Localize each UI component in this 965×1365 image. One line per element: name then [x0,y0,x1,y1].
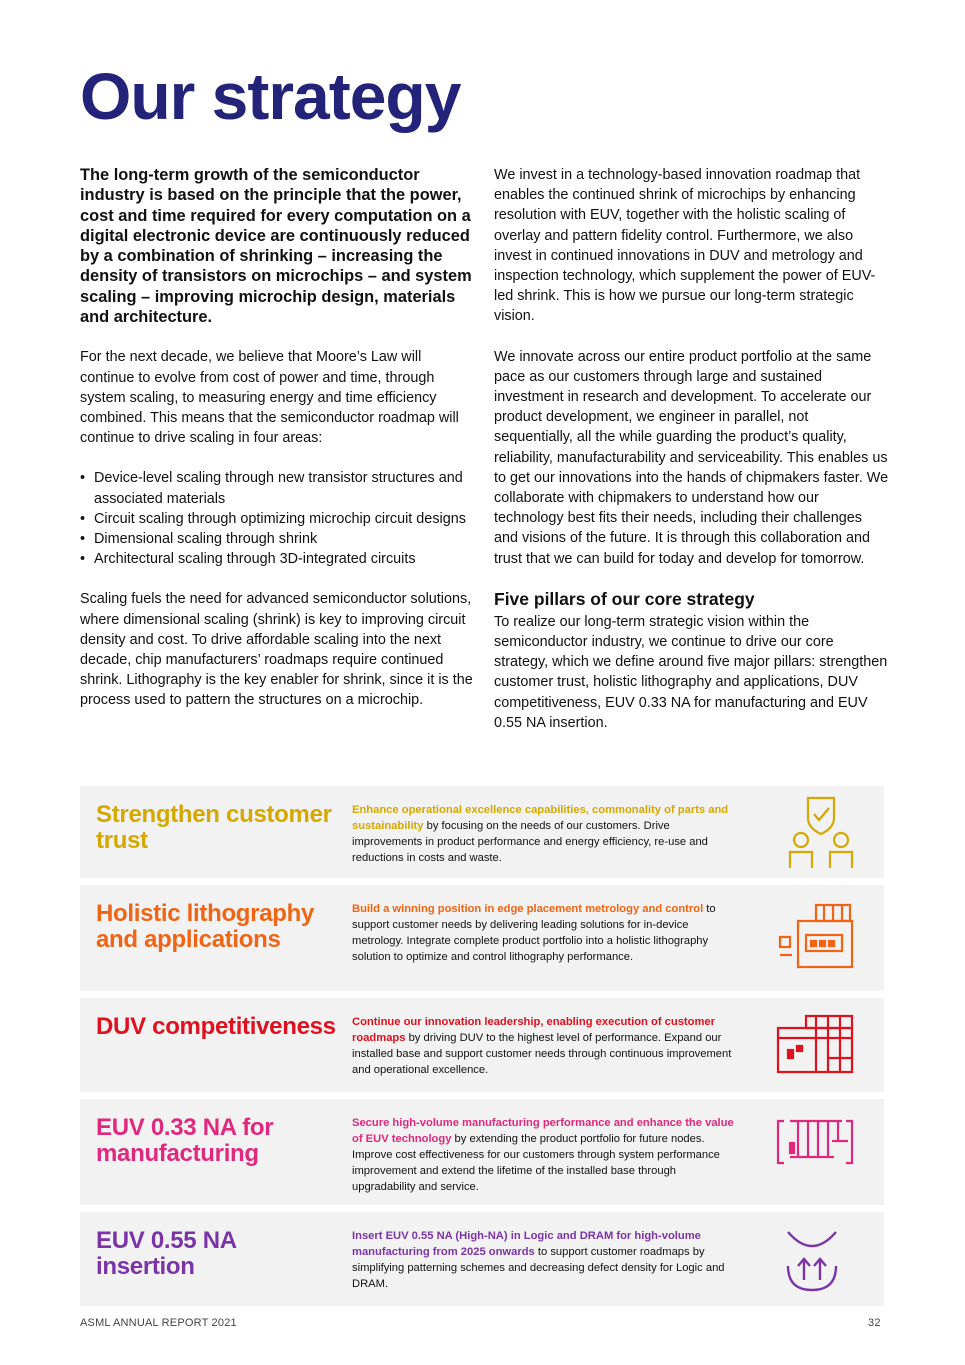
pillar-description [352,901,737,965]
pillars-subheading: Five pillars of our core strategy [494,588,755,609]
pillar-title: EUV 0.55 NA insertion [96,1227,236,1280]
customer-trust-icon [788,794,854,870]
page-title: Our strategy [80,59,461,133]
pillar-euv-055 [80,1212,884,1306]
pillar-holistic-lithography [80,885,884,991]
pillar-text: by extending the product portfolio for future nodes. Improve cost effectiveness for our customers through system performance improvement and extend the lifetime of the installed base through upgradability and service. [352,1133,720,1193]
innovation-paragraph: We innovate across our entire product portfolio at the same pace as our customers through large and sustained investment in research and development. To accelerate our product development, we engineer in parallel, not sequentially, all the while guarding the product’s quality, reliability, manufacturability and serviceability. This enables us to get our innovations into the hands of chipmakers faster. We collaborate with chipmakers to understand how our technology best fits their needs, including their challenges and visions of the future. It is through this collaboration and trust that we can build for today and develop for tomorrow. [494,348,889,567]
pillar-description [352,1115,737,1195]
roadmap-paragraph: We invest in a technology-based innovation roadmap that enables the continued shrink of microchips by enhancing resolution with EUV, together with the holistic scaling of overlay and pattern fidelity control. Furthermore, we also invest in continued innovations in DUV and metrology and inspection technology, which supplement the power of EUV-led shrink. This is how we pursue our long-term strategic vision. [494,167,876,325]
pillar-title: DUV competitiveness [96,1013,336,1040]
pillar-text: to support customer roadmaps by simplifying patterning schemes and decreasing defect density for Logic and DRAM. [352,1246,725,1290]
duv-system-icon [776,1014,854,1076]
right-column [494,165,889,753]
pillar-text: by driving DUV to the highest level of performance. Expand our installed base and support customer needs through continuous improvement and operational excellence. [352,1032,732,1076]
left-column [80,165,475,731]
pillar-euv-033 [80,1099,884,1205]
pillars-intro-paragraph: To realize our long-term strategic vision within the semiconductor industry, we continue to drive our core strategy, which we define around five major pillars: strengthen customer trust, holistic lithography and applications, DUV competitiveness, EUV 0.33 NA for manufacturing and EUV 0.55 NA insertion. [494,613,888,731]
euv-system-icon [776,1117,854,1167]
list-item: • Architectural scaling through 3D-integrated circuits [80,549,475,569]
pillar-customer-trust [80,786,884,878]
pillar-title: Holistic lithography and applications [96,900,315,953]
list-item: • Device-level scaling through new transistor structures and associated materials [80,468,475,508]
moores-law-paragraph: For the next decade, we believe that Moore’s Law will continue to evolve from cost of power and time, through system scaling, to measuring energy and time efficiency combined. This means that the semiconductor roadmap will continue to drive scaling in four areas: [80,349,459,447]
pillar-duv-competitiveness [80,998,884,1092]
page-number: 32 [868,1317,881,1329]
pillar-highlight: Insert EUV 0.55 NA (High-NA) in Logic and DRAM for high-volume manufacturing from 2025 onwards [352,1230,701,1258]
pillar-text: to support customer needs by delivering leading solutions for in-device metrology. Integrate complete product portfolio into a holistic lithography solution to optimize and control lithography performance. [352,903,716,963]
high-na-mirror-icon [784,1226,840,1292]
pillar-highlight: Continue our innovation leadership, enabling execution of customer roadmaps [352,1016,716,1044]
pillar-highlight: Build a winning position in edge placement metrology and control [352,903,704,915]
pillar-description [352,1228,737,1292]
list-item: • Dimensional scaling through shrink [80,529,475,549]
pillar-title: EUV 0.33 NA for manufacturing [96,1114,274,1167]
metrology-tool-icon [778,903,854,971]
lead-paragraph: The long-term growth of the semiconductor industry is based on the principle that the power, cost and time required for every computation on a digital electronic device are continuously reduced by a combination of shrinking – increasing the density of transistors on microchips – and system scaling – improving microchip design, materials and architecture. [80,166,472,327]
pillar-highlight: Enhance operational excellence capabilities, commonality of parts and sustainability [352,804,729,832]
pillar-title: Strengthen customer trust [96,801,332,854]
pillar-text: by focusing on the needs of our customers. Drive improvements in product performance and energy efficiency, re-use and reductions in costs and waste. [352,820,708,864]
pillar-highlight: Secure high-volume manufacturing performance and enhance the value of EUV technology [352,1117,734,1145]
scaling-areas-list [80,468,475,569]
pillar-description [352,802,737,866]
footer-report-name: ASML ANNUAL REPORT 2021 [80,1317,237,1329]
scaling-paragraph: Scaling fuels the need for advanced semiconductor solutions, where dimensional scaling (shrink) is key to improving circuit density and cost. To drive affordable scaling into the next decade, chip manufacturers’ roadmaps require continued shrink. Lithography is the key enabler for shrink, since it is the process used to pattern the structures on a microchip. [80,591,473,709]
pillar-description [352,1014,737,1078]
list-item: • Circuit scaling through optimizing microchip circuit designs [80,509,475,529]
